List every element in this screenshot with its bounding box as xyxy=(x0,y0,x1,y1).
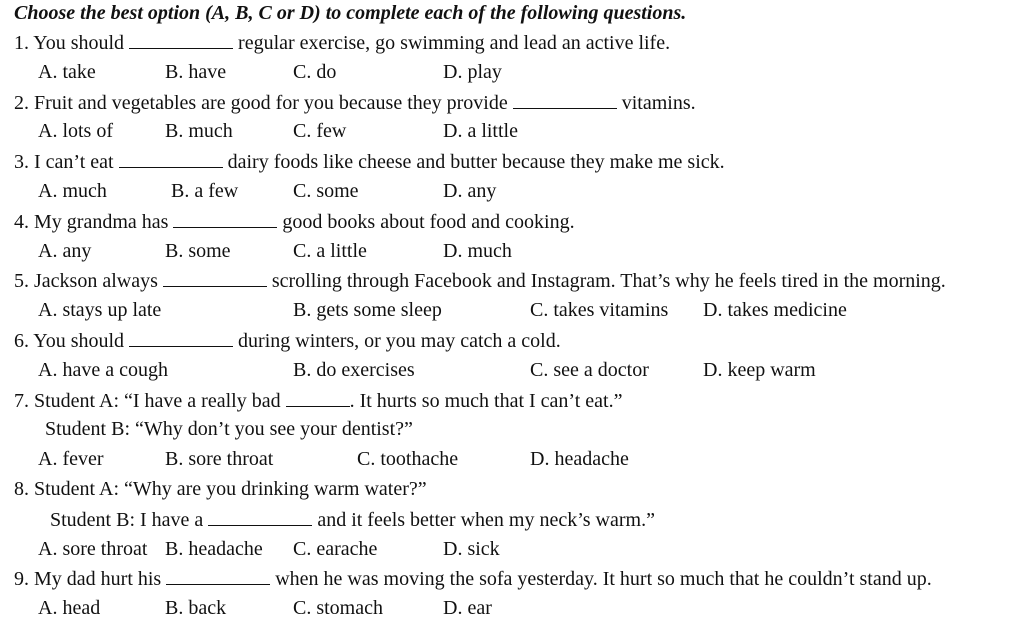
option-a[interactable]: A. head xyxy=(38,597,101,619)
option-d[interactable]: D. a little xyxy=(443,120,518,142)
q-text-before: I can’t eat xyxy=(34,151,114,173)
q-number: 8. xyxy=(14,478,29,500)
q-text-after: vitamins. xyxy=(621,92,696,114)
q-number: 7. xyxy=(14,390,29,412)
answer-blank[interactable] xyxy=(119,149,223,168)
option-b[interactable]: B. sore throat xyxy=(165,448,274,470)
option-b[interactable]: B. some xyxy=(165,240,231,262)
option-b[interactable]: B. gets some sleep xyxy=(293,299,442,321)
answer-blank[interactable] xyxy=(173,209,277,228)
answer-blank[interactable] xyxy=(163,268,267,287)
question-2 xyxy=(14,90,696,115)
q-text-before: My dad hurt his xyxy=(34,568,162,590)
option-c[interactable]: C. takes vitamins xyxy=(530,299,669,321)
q-number: 1. xyxy=(14,32,29,54)
option-a[interactable]: A. take xyxy=(38,61,96,83)
option-d[interactable]: D. any xyxy=(443,180,497,202)
q-number: 2. xyxy=(14,92,29,114)
q-text-after: regular exercise, go swimming and lead an active life. xyxy=(238,32,671,54)
option-a[interactable]: A. sore throat xyxy=(38,538,148,560)
option-c[interactable]: C. do xyxy=(293,61,337,83)
question-4 xyxy=(14,209,575,234)
option-a[interactable]: A. fever xyxy=(38,448,104,470)
q-text-after: during winters, or you may catch a cold. xyxy=(238,330,561,352)
option-c[interactable]: C. stomach xyxy=(293,597,383,619)
q-text-after: when he was moving the sofa yesterday. It hurt so much that he couldn’t stand up. xyxy=(275,568,932,590)
option-d[interactable]: D. takes medicine xyxy=(703,299,847,321)
q-text-before: You should xyxy=(33,330,125,352)
option-a[interactable]: A. stays up late xyxy=(38,299,162,321)
option-c[interactable]: C. few xyxy=(293,120,347,142)
question-8 xyxy=(14,477,427,501)
option-c[interactable]: C. a little xyxy=(293,240,367,262)
question-7-line2: Student B: “Why don’t you see your dentist?” xyxy=(45,418,413,440)
option-b[interactable]: B. much xyxy=(165,120,233,142)
q-number: 5. xyxy=(14,270,29,292)
answer-blank[interactable] xyxy=(513,90,617,109)
instruction: Choose the best option (A, B, C or D) to complete each of the following questions. xyxy=(14,2,687,24)
q-text-after: . It hurts so much that I can’t eat.” xyxy=(349,390,623,412)
option-d[interactable]: D. sick xyxy=(443,538,500,560)
option-c[interactable]: C. some xyxy=(293,180,359,202)
option-b[interactable]: B. headache xyxy=(165,538,263,560)
option-d[interactable]: D. headache xyxy=(530,448,629,470)
question-1 xyxy=(14,30,670,55)
answer-blank[interactable] xyxy=(129,328,233,347)
option-d[interactable]: D. keep warm xyxy=(703,359,816,381)
answer-blank[interactable] xyxy=(286,388,350,407)
q-text-before: Student A: “I have a really bad xyxy=(34,390,281,412)
option-b[interactable]: B. back xyxy=(165,597,227,619)
option-d[interactable]: D. play xyxy=(443,61,502,83)
option-c[interactable]: C. toothache xyxy=(357,448,459,470)
question-9 xyxy=(14,566,932,591)
q-text-before: Jackson always xyxy=(34,270,158,292)
answer-blank[interactable] xyxy=(208,507,312,526)
q-text-after: and it feels better when my neck’s warm.” xyxy=(317,509,655,531)
option-a[interactable]: A. lots of xyxy=(38,120,113,142)
question-5 xyxy=(14,268,946,293)
question-8-line2 xyxy=(50,507,655,532)
option-d[interactable]: D. ear xyxy=(443,597,492,619)
q-number: 9. xyxy=(14,568,29,590)
q-number: 4. xyxy=(14,211,29,233)
option-d[interactable]: D. much xyxy=(443,240,512,262)
question-7 xyxy=(14,388,622,413)
q-number: 3. xyxy=(14,151,29,173)
question-6 xyxy=(14,328,561,353)
q-number: 6. xyxy=(14,330,29,352)
q-text-after: dairy foods like cheese and butter because they make me sick. xyxy=(227,151,725,173)
answer-blank[interactable] xyxy=(166,566,270,585)
q-text-after: good books about food and cooking. xyxy=(282,211,575,233)
option-b[interactable]: B. have xyxy=(165,61,227,83)
question-3 xyxy=(14,149,725,174)
answer-blank[interactable] xyxy=(129,30,233,49)
option-c[interactable]: C. earache xyxy=(293,538,378,560)
q-text-before: Student B: I have a xyxy=(50,509,204,531)
option-a[interactable]: A. have a cough xyxy=(38,359,168,381)
option-b[interactable]: B. do exercises xyxy=(293,359,415,381)
q-text-before: You should xyxy=(33,32,125,54)
option-a[interactable]: A. any xyxy=(38,240,92,262)
q-text-after: scrolling through Facebook and Instagram. That’s why he feels tired in the morning. xyxy=(271,270,946,292)
q-text-before: Student A: “Why are you drinking warm water?” xyxy=(34,478,427,500)
option-c[interactable]: C. see a doctor xyxy=(530,359,649,381)
option-b[interactable]: B. a few xyxy=(171,180,239,202)
q-text-before: Fruit and vegetables are good for you because they provide xyxy=(34,92,508,114)
q-text-before: My grandma has xyxy=(34,211,169,233)
option-a[interactable]: A. much xyxy=(38,180,107,202)
